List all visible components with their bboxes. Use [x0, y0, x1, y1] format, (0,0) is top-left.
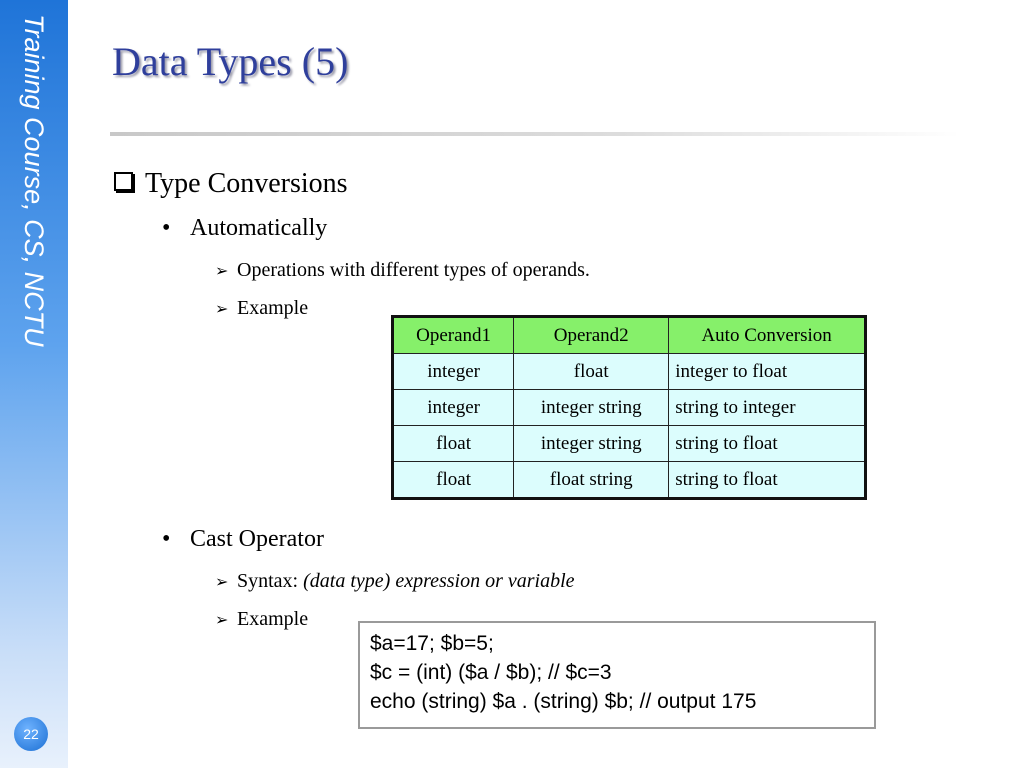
- sub-bullet-example-2: [215, 608, 308, 631]
- cast-label: Cast Operator: [190, 526, 324, 552]
- cast-example-text: Example: [237, 608, 309, 630]
- bullet-type-conversions: [114, 168, 348, 200]
- table-cell: integer: [393, 354, 514, 390]
- sidebar-band: [0, 0, 68, 768]
- sidebar-course-title: Training Course, CS, NCTU: [19, 14, 49, 347]
- arrow-bullet-icon: ➢: [215, 301, 229, 318]
- sub-bullet-example-1: [215, 297, 308, 320]
- auto-example-text: Example: [237, 297, 309, 319]
- table-cell: float: [514, 354, 669, 390]
- code-example-box: [358, 621, 876, 729]
- table-cell: float: [393, 426, 514, 462]
- page-number-badge: 22: [14, 717, 48, 751]
- slide-title: Data Types (5): [112, 39, 349, 84]
- arrow-bullet-icon: ➢: [215, 263, 229, 280]
- table-cell: string to float: [669, 426, 866, 462]
- table-header-cell: Operand2: [514, 317, 669, 354]
- bullet-cast-operator: [162, 526, 324, 553]
- table-header-row: [393, 317, 866, 354]
- table-cell: integer string: [514, 390, 669, 426]
- code-line: echo (string) $a . (string) $b; // output 175: [370, 690, 757, 713]
- code-line: $c = (int) ($a / $b); // $c=3: [370, 661, 612, 684]
- auto-label: Automatically: [190, 215, 328, 241]
- sub-bullet-syntax: [215, 570, 575, 593]
- bullet-automatically: [162, 215, 327, 242]
- table-cell: float string: [514, 462, 669, 499]
- auto-sub1-text: Operations with different types of operands.: [237, 259, 590, 281]
- title-divider: [110, 132, 960, 136]
- table-cell: float: [393, 462, 514, 499]
- table-row: [393, 462, 866, 499]
- code-line: $a=17; $b=5;: [370, 632, 494, 655]
- syntax-value: (data type) expression or variable: [303, 570, 575, 592]
- table-cell: integer to float: [669, 354, 866, 390]
- arrow-bullet-icon: ➢: [215, 574, 229, 591]
- bullet-dot-icon: •: [162, 215, 171, 241]
- section-label: Type Conversions: [145, 168, 348, 199]
- conversion-table: [391, 315, 867, 500]
- table-row: [393, 426, 866, 462]
- table-header-cell: Operand1: [393, 317, 514, 354]
- table-cell: integer string: [514, 426, 669, 462]
- table-row: [393, 354, 866, 390]
- table-cell: string to float: [669, 462, 866, 499]
- sub-bullet-operations: [215, 259, 590, 282]
- arrow-bullet-icon: ➢: [215, 612, 229, 629]
- checkbox-bullet-icon: [114, 172, 133, 191]
- table-header-cell: Auto Conversion: [669, 317, 866, 354]
- table-cell: integer: [393, 390, 514, 426]
- table-cell: string to integer: [669, 390, 866, 426]
- table-row: [393, 390, 866, 426]
- bullet-dot-icon: •: [162, 526, 171, 552]
- syntax-label: Syntax:: [237, 570, 304, 592]
